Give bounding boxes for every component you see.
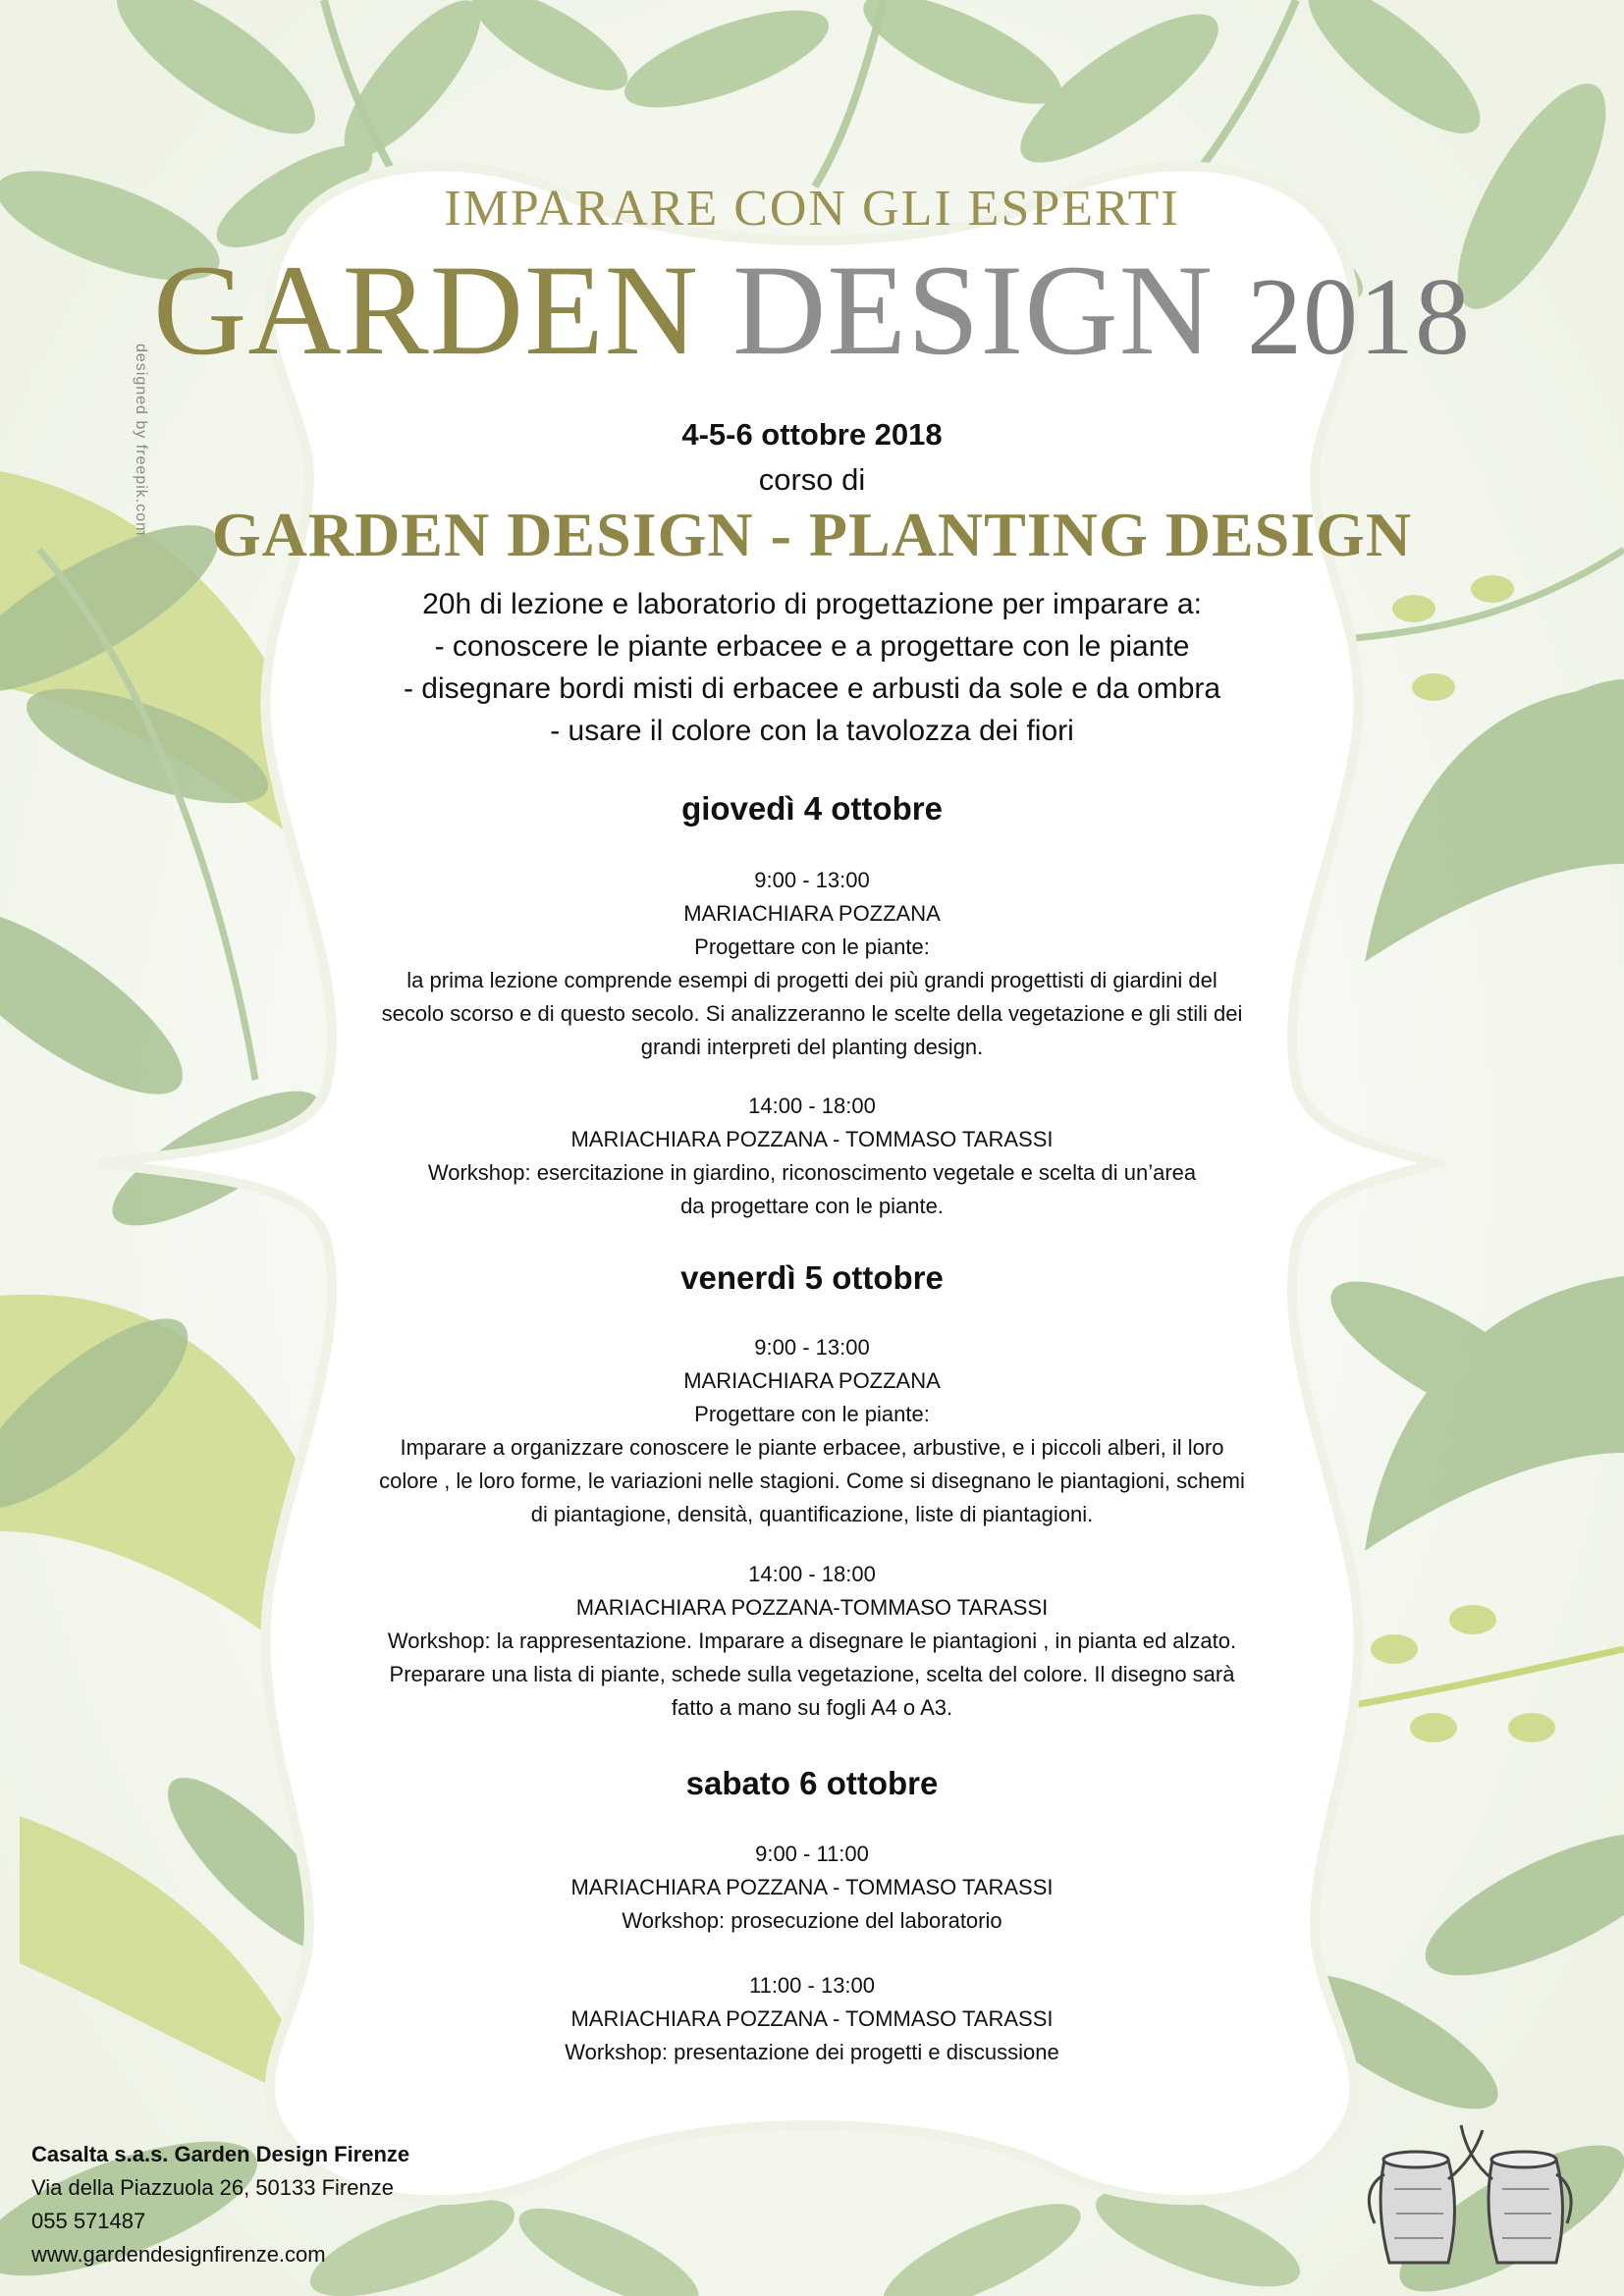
session-block [0,1838,1624,1938]
session-line: Workshop: prosecuzione del laboratorio [622,1908,1002,1933]
watering-can-icon [1345,2101,1581,2277]
session-line: secolo scorso e di questo secolo. Si analizzeranno le scelte della vegetazione e gli stili dei [381,1001,1243,1026]
session-line: Preparare una lista di piante, schede sulla vegetazione, scelta del colore. Il disegno sarà [389,1662,1235,1686]
session-time: 9:00 - 13:00 [754,868,870,892]
company-address: Via della Piazzuola 26, 50133 Firenze [31,2175,394,2200]
company-phone: 055 571487 [31,2209,146,2233]
session-line: di piantagione, densità, quantificazione, liste di piantagioni. [530,1502,1094,1526]
freepik-credit: designed by freepik.com [133,344,149,537]
session-time: 14:00 - 18:00 [748,1562,876,1586]
title-word-design: DESIGN [732,238,1214,382]
session-block [0,864,1624,1064]
description-line: - usare il colore con la tavolozza dei fiori [550,715,1074,747]
session-teacher: MARIACHIARA POZZANA - TOMMASO TARASSI [570,2006,1054,2031]
session-block [0,1558,1624,1725]
footer-contact [31,2138,409,2271]
description-line: 20h di lezione e laboratorio di progettazione per imparare a: [422,588,1202,620]
session-line: Imparare a organizzare conoscere le piante erbacee, arbustive, e i piccoli alberi, il loro [400,1435,1224,1460]
course-description [0,583,1624,752]
main-title [0,238,1624,382]
company-website[interactable]: www.gardendesignfirenze.com [31,2242,326,2267]
company-name: Casalta s.a.s. Garden Design Firenze [31,2142,410,2166]
session-line: Progettare con le piante: [694,1402,930,1426]
session-teacher: MARIACHIARA POZZANA - TOMMASO TARASSI [570,1875,1054,1899]
session-line: Progettare con le piante: [694,934,930,959]
session-time: 14:00 - 18:00 [748,1094,876,1118]
session-teacher: MARIACHIARA POZZANA [683,901,941,926]
day-title-thursday: giovedì 4 ottobre [681,790,943,827]
session-teacher: MARIACHIARA POZZANA - TOMMASO TARASSI [570,1127,1054,1151]
session-line: Workshop: la rappresentazione. Imparare a disegnare le piantagioni , in pianta ed alzato. [387,1629,1237,1653]
course-title: GARDEN DESIGN - PLANTING DESIGN [211,500,1413,569]
session-teacher: MARIACHIARA POZZANA-TOMMASO TARASSI [575,1595,1049,1620]
session-line: colore , le loro forme, le variazioni nelle stagioni. Come si disegnano le piantagioni, schemi [379,1468,1245,1493]
day-title-friday: venerdì 5 ottobre [680,1259,944,1296]
session-block [0,1331,1624,1531]
session-time: 11:00 - 13:00 [748,1973,876,1998]
session-line: Workshop: esercitazione in giardino, riconoscimento vegetale e scelta di un’area [427,1160,1197,1185]
session-time: 9:00 - 13:00 [754,1335,870,1360]
session-time: 9:00 - 11:00 [755,1842,869,1866]
session-teacher: MARIACHIARA POZZANA [683,1368,941,1393]
course-intro: corso di [758,462,866,497]
course-dates: 4-5-6 ottobre 2018 [681,417,943,452]
session-line: da progettare con le piante. [680,1194,944,1218]
day-title-saturday: sabato 6 ottobre [685,1765,939,1801]
session-block [0,1969,1624,2069]
kicker-heading: IMPARARE CON GLI ESPERTI [444,181,1180,237]
title-year: 2018 [1246,256,1471,378]
title-word-garden: GARDEN [153,238,699,382]
session-line: fatto a mano su fogli A4 o A3. [671,1695,953,1720]
description-line: - disegnare bordi misti di erbacee e arbusti da sole e da ombra [403,672,1221,705]
session-line: la prima lezione comprende esempi di progetti dei più grandi progettisti di giardini del [406,968,1218,992]
session-line: Workshop: presentazione dei progetti e discussione [565,2040,1059,2064]
session-block [0,1090,1624,1223]
session-line: grandi interpreti del planting design. [640,1035,984,1059]
description-line: - conoscere le piante erbacee e a progettare con le piante [434,630,1190,663]
